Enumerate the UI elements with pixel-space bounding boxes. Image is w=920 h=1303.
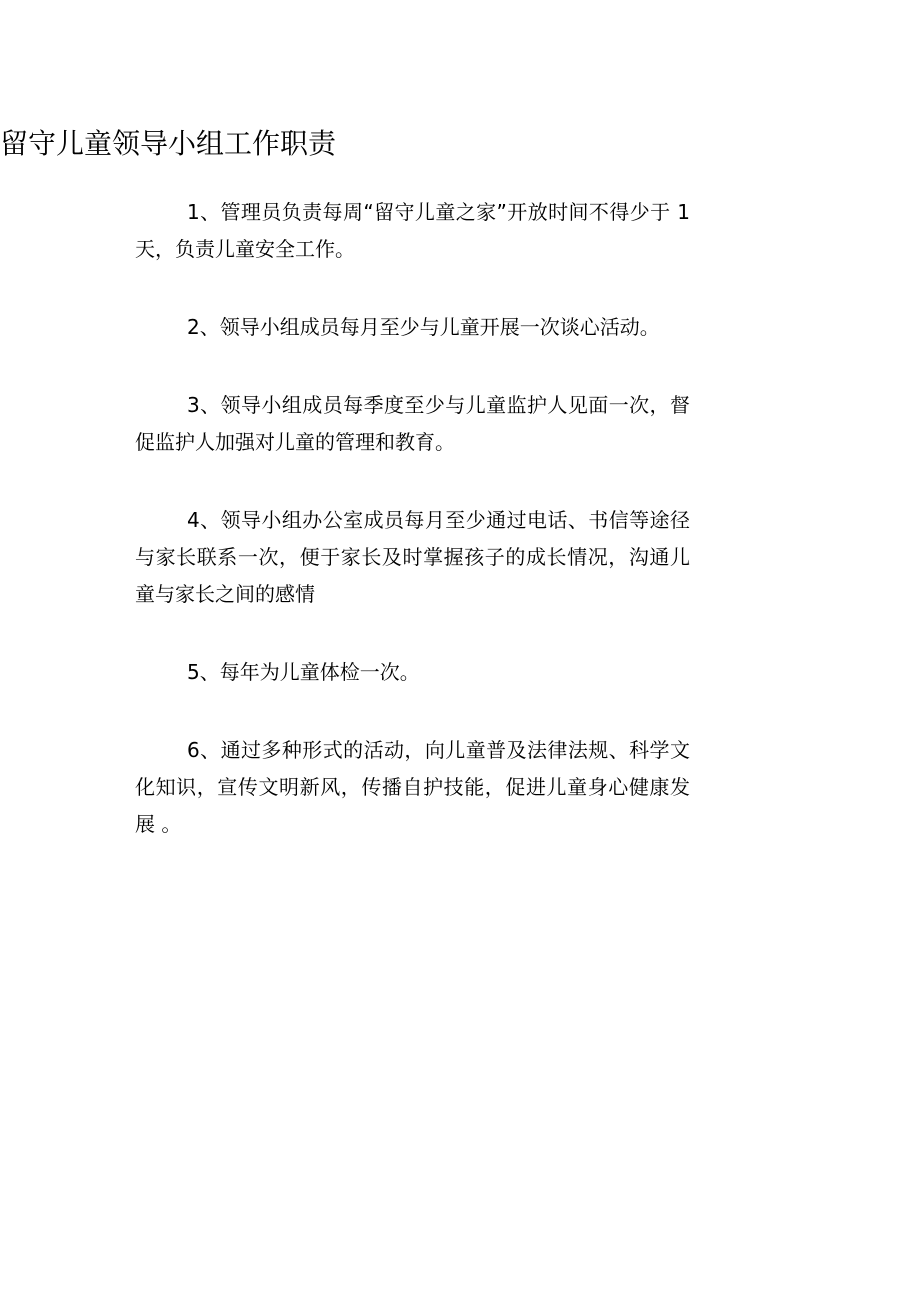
- duty-item-1: 1、管理员负责每周“留守儿童之家”开放时间不得少于 1 天，负责儿童安全工作。: [135, 200, 690, 261]
- duty-item-3: 3、领导小组成员每季度至少与儿童监护人见面一次，督促监护人加强对儿童的管理和教育。: [135, 393, 690, 454]
- document-title: 留守儿童领导小组工作职责: [0, 127, 337, 160]
- duty-item-5: 5、每年为儿童体检一次。: [187, 660, 420, 684]
- duty-item-2: 2、领导小组成员每月至少与儿童开展一次谈心活动。: [187, 315, 660, 339]
- duty-list: [135, 194, 690, 884]
- duty-item-6: 6、通过多种形式的活动，向儿童普及法律法规、科学文化知识，宣传文明新风，传播自护技能，促进儿童身心健康发展 。: [135, 738, 690, 836]
- duty-item-4: 4、领导小组办公室成员每月至少通过电话、书信等途径与家长联系一次，便于家长及时掌握孩子的成长情况，沟通儿童与家长之间的感情: [135, 508, 690, 606]
